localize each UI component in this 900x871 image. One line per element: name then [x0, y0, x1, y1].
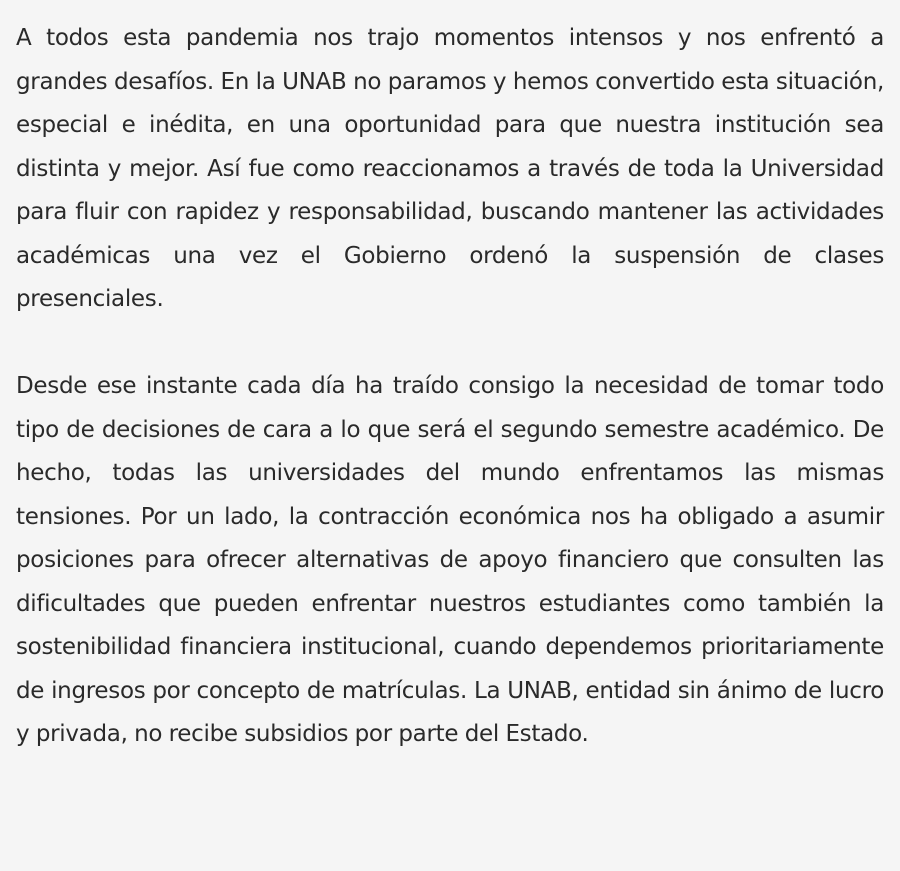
- paragraph-2: Desde ese instante cada día ha traído consigo la necesidad de tomar todo tipo de decisiones de cara a lo que será el segundo semestre académico. De hecho, todas las universidades del mundo enfrentamos las mismas tensiones. Por un lado, la contracción económica nos ha obligado a asumir posiciones para ofrecer alternativas de apoyo financiero que consulten las dificultades que pueden enfrentar nuestros estudiantes como también la sostenibilidad financiera institucional, cuando dependemos prioritariamente de ingresos por concepto de matrículas. La UNAB, entidad sin ánimo de lucro y privada, no recibe subsidios por parte del Estado.: [16, 373, 884, 747]
- paragraph-1: A todos esta pandemia nos trajo momentos intensos y nos enfrentó a grandes desafíos. En la UNAB no paramos y hemos convertido esta situación, especial e inédita, en una oportunidad para que nuestra institución sea distinta y mejor. Así fue como reaccionamos a través de toda la Universidad para fluir con rapidez y responsabilidad, buscando mantener las actividades académicas una vez el Gobierno ordenó la suspensión de clases presenciales.: [16, 25, 884, 312]
